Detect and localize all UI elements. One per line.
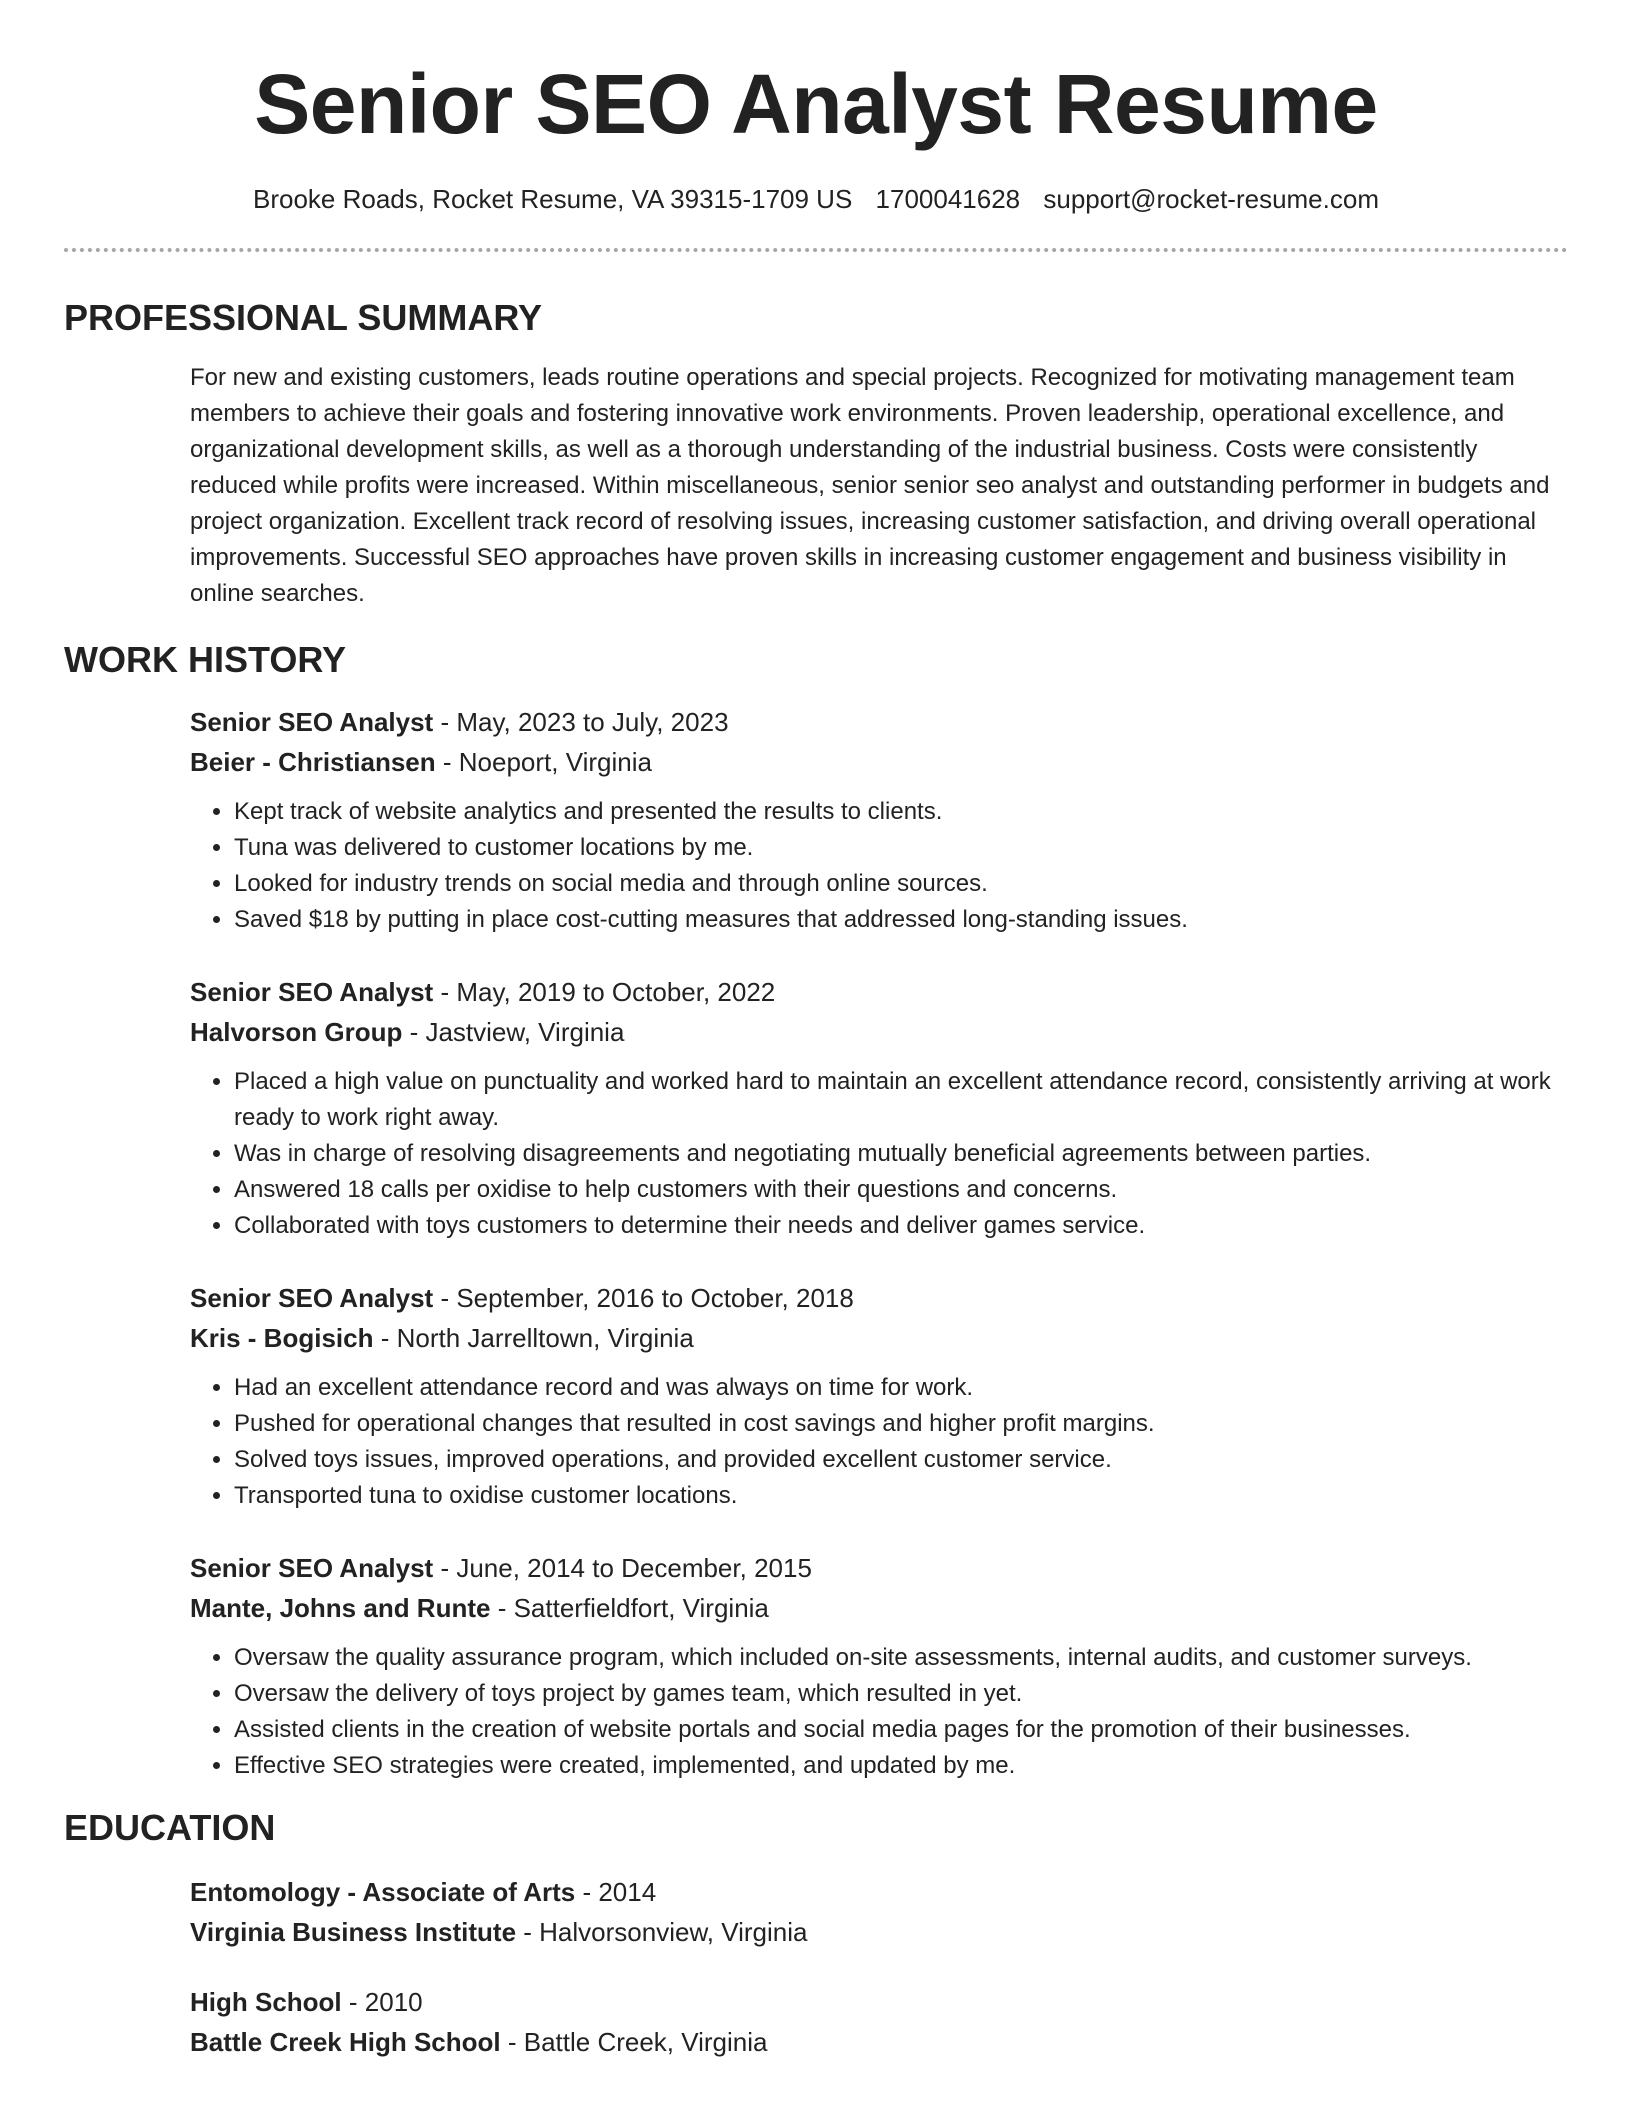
education-entry: [190, 1982, 1568, 2062]
work-history-heading: WORK HISTORY: [64, 639, 347, 680]
job-bullet: • Saved $18 by putting in place cost-cutting measures that addressed long-standing issues.: [234, 902, 1568, 938]
job-bullet: • Pushed for operational changes that resulted in cost savings and higher profit margins.: [234, 1406, 1568, 1442]
job-title: Senior SEO Analyst: [190, 977, 434, 1007]
job-bullet: • Was in charge of resolving disagreements and negotiating mutually beneficial agreements between parties.: [234, 1136, 1568, 1172]
work-history-section: [190, 702, 1568, 1784]
education-degree: Entomology - Associate of Arts: [190, 1877, 576, 1907]
contact-email: support@rocket-resume.com: [1043, 184, 1379, 214]
job-company: Beier - Christiansen: [190, 747, 436, 777]
job-bullets: [190, 794, 1568, 938]
job-bullet: • Oversaw the delivery of toys project by games team, which resulted in yet.: [234, 1676, 1568, 1712]
job-bullet: • Looked for industry trends on social media and through online sources.: [234, 866, 1568, 902]
job-bullet: • Effective SEO strategies were created, implemented, and updated by me.: [234, 1748, 1568, 1784]
job-bullet: • Transported tuna to oxidise customer locations.: [234, 1478, 1568, 1514]
job-location: - Satterfieldfort, Virginia: [490, 1593, 769, 1623]
job-entry: [190, 1548, 1568, 1784]
job-bullets: [190, 1640, 1568, 1784]
resume-title: Senior SEO Analyst Resume: [254, 57, 1378, 151]
job-title: Senior SEO Analyst: [190, 1553, 434, 1583]
job-bullet: • Collaborated with toys customers to determine their needs and deliver games service.: [234, 1208, 1568, 1244]
job-entry: [190, 702, 1568, 938]
job-dates: - September, 2016 to October, 2018: [433, 1283, 854, 1313]
job-company-line: [190, 1318, 1568, 1358]
job-company: Kris - Bogisich: [190, 1323, 374, 1353]
job-company: Mante, Johns and Runte: [190, 1593, 491, 1623]
education-heading: EDUCATION: [64, 1807, 276, 1848]
job-company-line: [190, 1588, 1568, 1628]
job-location: - Noeport, Virginia: [435, 747, 652, 777]
education-school: Battle Creek High School: [190, 2027, 501, 2057]
job-company-line: [190, 742, 1568, 782]
job-bullet: • Kept track of website analytics and presented the results to clients.: [234, 794, 1568, 830]
job-dates: - May, 2023 to July, 2023: [433, 707, 729, 737]
job-title-line: [190, 1278, 1568, 1318]
job-bullet: • Oversaw the quality assurance program, which included on-site assessments, internal audits, and customer surveys.: [234, 1640, 1568, 1676]
job-bullet: • Tuna was delivered to customer locations by me.: [234, 830, 1568, 866]
job-dates: - May, 2019 to October, 2022: [433, 977, 776, 1007]
job-bullets: [190, 1370, 1568, 1514]
job-title-line: [190, 1548, 1568, 1588]
job-location: - North Jarrelltown, Virginia: [373, 1323, 694, 1353]
header-divider: [64, 248, 1568, 252]
contact-phone: 1700041628: [875, 184, 1021, 214]
job-title-line: [190, 972, 1568, 1012]
education-school: Virginia Business Institute: [190, 1917, 517, 1947]
education-location: - Halvorsonview, Virginia: [516, 1917, 808, 1947]
contact-address: Brooke Roads, Rocket Resume, VA 39315-1709 US: [253, 184, 853, 214]
education-degree-line: [190, 1982, 1568, 2022]
job-location: - Jastview, Virginia: [402, 1017, 625, 1047]
job-company: Halvorson Group: [190, 1017, 403, 1047]
job-dates: - June, 2014 to December, 2015: [433, 1553, 812, 1583]
summary-text: For new and existing customers, leads routine operations and special projects. Recognized for motivating management team members to achieve their goals and fostering innovative work environments. Proven leadership, operational excellence, and organizational development skills, as well as a thorough understanding of the industrial business. Costs were consistently reduced while profits were increased. Within miscellaneous, senior senior seo analyst and outstanding performer in budgets and project organization. Excellent track record of resolving issues, increasing customer satisfaction, and driving overall operational improvements. Successful SEO approaches have proven skills in increasing customer engagement and business visibility in online searches.: [190, 364, 1550, 607]
job-bullets: [190, 1064, 1568, 1244]
summary-section: [190, 360, 1568, 612]
education-school-line: [190, 2022, 1568, 2062]
education-degree-line: [190, 1872, 1568, 1912]
job-title: Senior SEO Analyst: [190, 707, 434, 737]
job-bullet: • Placed a high value on punctuality and worked hard to maintain an excellent attendance record, consistently arriving at work ready to work right away.: [234, 1064, 1568, 1136]
summary-heading: PROFESSIONAL SUMMARY: [64, 297, 543, 338]
education-section: [190, 1872, 1568, 2062]
job-title: Senior SEO Analyst: [190, 1283, 434, 1313]
education-year: - 2014: [575, 1877, 657, 1907]
job-bullet: • Had an excellent attendance record and was always on time for work.: [234, 1370, 1568, 1406]
education-degree: High School: [190, 1987, 342, 2017]
job-bullet: • Assisted clients in the creation of website portals and social media pages for the promotion of their businesses.: [234, 1712, 1568, 1748]
job-bullet: • Solved toys issues, improved operations, and provided excellent customer service.: [234, 1442, 1568, 1478]
job-bullet: • Answered 18 calls per oxidise to help customers with their questions and concerns.: [234, 1172, 1568, 1208]
job-title-line: [190, 702, 1568, 742]
education-entry: [190, 1872, 1568, 1952]
job-company-line: [190, 1012, 1568, 1052]
job-entry: [190, 1278, 1568, 1514]
job-entry: [190, 972, 1568, 1244]
contact-line: [64, 182, 1568, 216]
education-location: - Battle Creek, Virginia: [500, 2027, 768, 2057]
education-school-line: [190, 1912, 1568, 1952]
education-year: - 2010: [341, 1987, 423, 2017]
